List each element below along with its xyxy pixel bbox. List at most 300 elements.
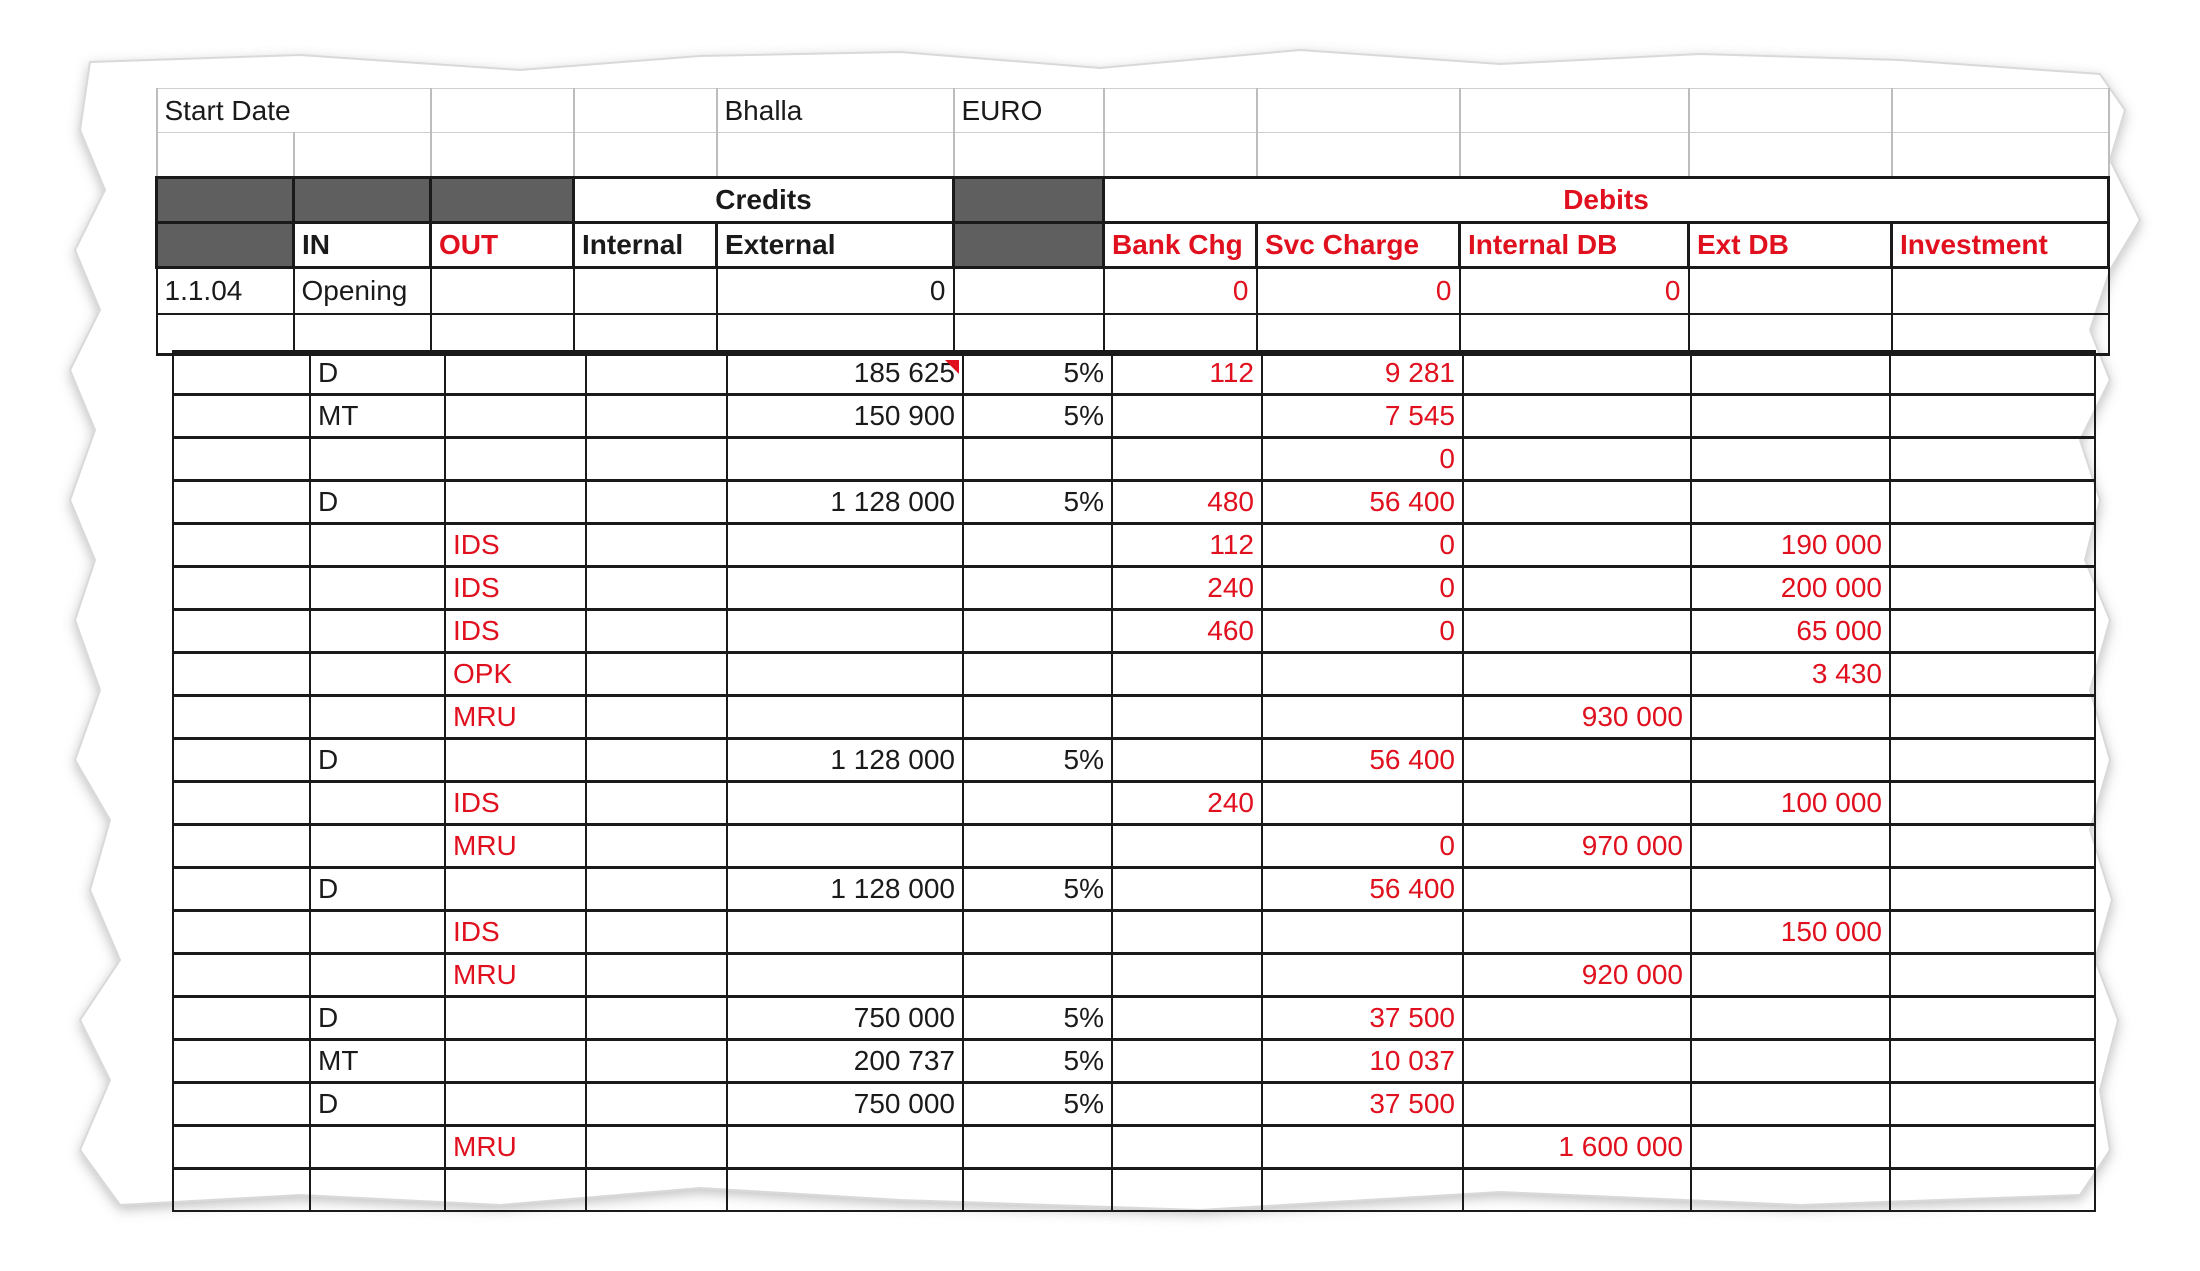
internal-db-cell[interactable]: 1 600 000 [1463, 1126, 1691, 1169]
empty-cell[interactable] [717, 314, 954, 355]
investment-cell[interactable] [1890, 438, 2095, 481]
empty-cell[interactable] [574, 268, 717, 315]
ext-db-cell[interactable] [1691, 481, 1890, 524]
ext-db-cell[interactable]: 3 430 [1691, 653, 1890, 696]
bank-chg-cell[interactable] [1112, 911, 1262, 954]
rate-cell[interactable]: 5% [963, 1040, 1112, 1083]
header-filler [954, 178, 1104, 223]
rate-cell[interactable] [963, 825, 1112, 868]
bank-chg-cell[interactable] [1112, 868, 1262, 911]
rate-cell[interactable]: 5% [963, 997, 1112, 1040]
empty-cell[interactable] [431, 268, 574, 315]
in-cell[interactable]: MT [310, 395, 445, 438]
external-cell[interactable]: 750 000 [727, 997, 963, 1040]
opening-date[interactable]: 1.1.04 [157, 268, 294, 315]
external-cell[interactable] [727, 653, 963, 696]
in-cell[interactable] [310, 911, 445, 954]
ledger-header-table [155, 88, 2110, 356]
out-cell[interactable] [445, 481, 586, 524]
col-header-in: IN [294, 223, 431, 268]
out-cell[interactable] [445, 1040, 586, 1083]
ledger-body-table [172, 350, 2096, 1212]
svc-charge-cell[interactable]: 0 [1262, 825, 1463, 868]
in-cell[interactable]: MT [310, 1040, 445, 1083]
empty-cell[interactable] [1892, 268, 2109, 315]
header-filler [157, 223, 294, 268]
empty-cell[interactable] [1112, 1169, 1262, 1212]
info-cell[interactable] [1460, 89, 1689, 133]
svc-charge-cell[interactable]: 0 [1262, 524, 1463, 567]
opening-bank-chg[interactable]: 0 [1104, 268, 1257, 315]
out-cell[interactable]: IDS [445, 567, 586, 610]
empty-cell[interactable] [954, 133, 1104, 178]
col-header-internal-db: Internal DB [1460, 223, 1689, 268]
bank-chg-cell[interactable]: 112 [1112, 524, 1262, 567]
table-row [173, 868, 2095, 911]
table-row [173, 524, 2095, 567]
internal-cell[interactable] [586, 1040, 727, 1083]
internal-db-cell[interactable] [1463, 653, 1691, 696]
blank-cell[interactable] [173, 868, 310, 911]
ext-db-cell[interactable] [1691, 1083, 1890, 1126]
blank-cell[interactable] [173, 1126, 310, 1169]
svc-charge-cell[interactable]: 0 [1262, 567, 1463, 610]
in-cell[interactable]: D [310, 997, 445, 1040]
empty-cell[interactable] [173, 1169, 310, 1212]
out-cell[interactable]: IDS [445, 782, 586, 825]
ext-db-cell[interactable] [1691, 1126, 1890, 1169]
in-cell[interactable]: D [310, 739, 445, 782]
blank-cell[interactable] [173, 395, 310, 438]
empty-cell[interactable] [1689, 268, 1892, 315]
empty-cell[interactable] [157, 314, 294, 355]
external-cell[interactable]: 1 128 000 [727, 739, 963, 782]
name-cell[interactable]: Bhalla [717, 89, 954, 133]
blank-cell[interactable] [173, 524, 310, 567]
empty-cell[interactable] [1460, 314, 1689, 355]
in-cell[interactable]: D [310, 868, 445, 911]
empty-cell[interactable] [1689, 314, 1892, 355]
bank-chg-cell[interactable] [1112, 438, 1262, 481]
empty-cell[interactable] [727, 1169, 963, 1212]
internal-cell[interactable] [586, 567, 727, 610]
rate-cell[interactable] [963, 438, 1112, 481]
internal-db-cell[interactable] [1463, 438, 1691, 481]
empty-cell[interactable] [1104, 133, 1257, 178]
rate-cell[interactable] [963, 610, 1112, 653]
internal-cell[interactable] [586, 825, 727, 868]
table-row [173, 782, 2095, 825]
bank-chg-cell[interactable] [1112, 653, 1262, 696]
out-cell[interactable]: IDS [445, 610, 586, 653]
bank-chg-cell[interactable]: 112 [1112, 352, 1262, 395]
empty-cell[interactable] [431, 133, 574, 178]
rate-cell[interactable]: 5% [963, 868, 1112, 911]
external-cell[interactable] [727, 696, 963, 739]
investment-cell[interactable] [1890, 997, 2095, 1040]
internal-db-cell[interactable] [1463, 782, 1691, 825]
ext-db-cell[interactable] [1691, 438, 1890, 481]
col-header-internal: Internal [574, 223, 717, 268]
internal-db-cell[interactable] [1463, 1083, 1691, 1126]
investment-cell[interactable] [1890, 395, 2095, 438]
header-filler [157, 178, 294, 223]
investment-cell[interactable] [1890, 352, 2095, 395]
empty-cell[interactable] [586, 1169, 727, 1212]
col-header-svc-charge: Svc Charge [1257, 223, 1460, 268]
svc-charge-cell[interactable] [1262, 954, 1463, 997]
ext-db-cell[interactable] [1691, 825, 1890, 868]
out-cell[interactable] [445, 997, 586, 1040]
column-header-row [157, 223, 2109, 268]
internal-db-cell[interactable] [1463, 739, 1691, 782]
external-cell[interactable] [727, 524, 963, 567]
empty-cell[interactable] [1892, 133, 2109, 178]
ext-db-cell[interactable] [1691, 997, 1890, 1040]
out-cell[interactable]: MRU [445, 825, 586, 868]
empty-cell[interactable] [1691, 1169, 1890, 1212]
info-cell[interactable] [1257, 89, 1460, 133]
debits-group-header: Debits [1104, 178, 2109, 223]
opening-svc-charge[interactable]: 0 [1257, 268, 1460, 315]
external-cell[interactable]: 200 737 [727, 1040, 963, 1083]
currency-cell[interactable]: EURO [954, 89, 1104, 133]
rate-cell[interactable] [963, 782, 1112, 825]
internal-db-cell[interactable] [1463, 524, 1691, 567]
ext-db-cell[interactable] [1691, 1040, 1890, 1083]
investment-cell[interactable] [1890, 653, 2095, 696]
empty-cell[interactable] [1257, 133, 1460, 178]
empty-cell[interactable] [1463, 1169, 1691, 1212]
blank-cell[interactable] [173, 997, 310, 1040]
in-cell[interactable] [310, 696, 445, 739]
out-cell[interactable]: MRU [445, 696, 586, 739]
empty-cell[interactable] [1460, 133, 1689, 178]
rate-cell[interactable] [963, 567, 1112, 610]
table-row [173, 954, 2095, 997]
bank-chg-cell[interactable] [1112, 395, 1262, 438]
internal-db-cell[interactable] [1463, 610, 1691, 653]
out-cell[interactable]: MRU [445, 954, 586, 997]
svc-charge-cell[interactable] [1262, 696, 1463, 739]
internal-cell[interactable] [586, 954, 727, 997]
blank-cell[interactable] [173, 352, 310, 395]
blank-cell[interactable] [173, 567, 310, 610]
svc-charge-cell[interactable]: 37 500 [1262, 1083, 1463, 1126]
blank-cell[interactable] [173, 1040, 310, 1083]
blank-cell[interactable] [173, 825, 310, 868]
internal-cell[interactable] [586, 610, 727, 653]
rate-cell[interactable]: 5% [963, 1083, 1112, 1126]
internal-cell[interactable] [586, 997, 727, 1040]
info-cell[interactable] [1104, 89, 1257, 133]
bank-chg-cell[interactable]: 480 [1112, 481, 1262, 524]
in-cell[interactable]: D [310, 481, 445, 524]
ext-db-cell[interactable]: 190 000 [1691, 524, 1890, 567]
investment-cell[interactable] [1890, 1126, 2095, 1169]
blank-cell[interactable] [173, 954, 310, 997]
external-cell[interactable] [727, 567, 963, 610]
rate-cell[interactable]: 5% [963, 481, 1112, 524]
out-cell[interactable] [445, 438, 586, 481]
svc-charge-cell[interactable] [1262, 911, 1463, 954]
bank-chg-cell[interactable] [1112, 997, 1262, 1040]
opening-label[interactable]: Opening [294, 268, 431, 315]
ext-db-cell[interactable]: 200 000 [1691, 567, 1890, 610]
out-cell[interactable] [445, 352, 586, 395]
internal-cell[interactable] [586, 438, 727, 481]
blank-cell[interactable] [173, 1083, 310, 1126]
in-cell[interactable] [310, 825, 445, 868]
rate-cell[interactable] [963, 696, 1112, 739]
external-cell[interactable]: 1 128 000 [727, 481, 963, 524]
blank-cell[interactable] [173, 481, 310, 524]
empty-cell[interactable] [310, 1169, 445, 1212]
info-cell[interactable] [574, 89, 717, 133]
credits-group-header: Credits [574, 178, 954, 223]
out-cell[interactable]: MRU [445, 1126, 586, 1169]
opening-internal-db[interactable]: 0 [1460, 268, 1689, 315]
internal-cell[interactable] [586, 481, 727, 524]
internal-cell[interactable] [586, 524, 727, 567]
svc-charge-cell[interactable]: 0 [1262, 610, 1463, 653]
bank-chg-cell[interactable] [1112, 1083, 1262, 1126]
investment-cell[interactable] [1890, 1083, 2095, 1126]
external-cell[interactable]: 1 128 000 [727, 868, 963, 911]
external-cell[interactable] [727, 782, 963, 825]
table-row [173, 438, 2095, 481]
out-cell[interactable] [445, 395, 586, 438]
bank-chg-cell[interactable] [1112, 954, 1262, 997]
investment-cell[interactable] [1890, 782, 2095, 825]
empty-cell[interactable] [1257, 314, 1460, 355]
rate-cell[interactable] [963, 954, 1112, 997]
internal-cell[interactable] [586, 1126, 727, 1169]
header-filler [954, 223, 1104, 268]
external-cell[interactable]: 750 000 [727, 1083, 963, 1126]
in-cell[interactable] [310, 567, 445, 610]
in-cell[interactable] [310, 610, 445, 653]
svc-charge-cell[interactable] [1262, 653, 1463, 696]
ext-db-cell[interactable] [1691, 696, 1890, 739]
investment-cell[interactable] [1890, 481, 2095, 524]
empty-cell[interactable] [1689, 133, 1892, 178]
investment-cell[interactable] [1890, 868, 2095, 911]
table-row [173, 1169, 2095, 1212]
opening-row [157, 268, 2109, 315]
in-cell[interactable] [310, 954, 445, 997]
header-filler [294, 178, 431, 223]
blank-cell[interactable] [173, 438, 310, 481]
table-row [173, 395, 2095, 438]
empty-cell[interactable] [574, 133, 717, 178]
internal-db-cell[interactable] [1463, 868, 1691, 911]
investment-cell[interactable] [1890, 825, 2095, 868]
internal-cell[interactable] [586, 739, 727, 782]
svc-charge-cell[interactable]: 37 500 [1262, 997, 1463, 1040]
table-row [173, 481, 2095, 524]
blank-row [157, 314, 2109, 355]
bank-chg-cell[interactable] [1112, 696, 1262, 739]
internal-db-cell[interactable] [1463, 481, 1691, 524]
internal-db-cell[interactable]: 930 000 [1463, 696, 1691, 739]
empty-cell[interactable] [954, 314, 1104, 355]
external-cell[interactable]: 185 625 [727, 352, 963, 395]
ext-db-cell[interactable] [1691, 954, 1890, 997]
empty-cell[interactable] [294, 314, 431, 355]
rate-cell[interactable] [963, 653, 1112, 696]
in-cell[interactable] [310, 782, 445, 825]
bank-chg-cell[interactable]: 240 [1112, 567, 1262, 610]
out-cell[interactable] [445, 1083, 586, 1126]
ext-db-cell[interactable] [1691, 739, 1890, 782]
spacer-row [157, 133, 2109, 178]
out-cell[interactable] [445, 868, 586, 911]
internal-cell[interactable] [586, 653, 727, 696]
external-cell[interactable] [727, 1126, 963, 1169]
empty-cell[interactable] [431, 314, 574, 355]
external-cell[interactable] [727, 954, 963, 997]
col-header-bank-chg: Bank Chg [1104, 223, 1257, 268]
internal-db-cell[interactable] [1463, 997, 1691, 1040]
external-cell[interactable] [727, 911, 963, 954]
external-cell[interactable] [727, 825, 963, 868]
empty-cell[interactable] [1890, 1169, 2095, 1212]
empty-cell[interactable] [445, 1169, 586, 1212]
in-cell[interactable] [310, 438, 445, 481]
table-row [173, 1126, 2095, 1169]
empty-cell[interactable] [954, 268, 1104, 315]
internal-db-cell[interactable] [1463, 395, 1691, 438]
start-date-label[interactable]: Start Date [157, 89, 431, 133]
ext-db-cell[interactable] [1691, 395, 1890, 438]
svc-charge-cell[interactable]: 0 [1262, 438, 1463, 481]
rate-cell[interactable]: 5% [963, 352, 1112, 395]
investment-cell[interactable] [1890, 1040, 2095, 1083]
internal-cell[interactable] [586, 696, 727, 739]
internal-db-cell[interactable] [1463, 1040, 1691, 1083]
table-row [173, 739, 2095, 782]
empty-cell[interactable] [294, 133, 431, 178]
internal-cell[interactable] [586, 782, 727, 825]
header-filler [431, 178, 574, 223]
bank-chg-cell[interactable] [1112, 1040, 1262, 1083]
ext-db-cell[interactable] [1691, 352, 1890, 395]
out-cell[interactable]: IDS [445, 911, 586, 954]
internal-db-cell[interactable] [1463, 567, 1691, 610]
opening-external[interactable]: 0 [717, 268, 954, 315]
internal-cell[interactable] [586, 1083, 727, 1126]
blank-cell[interactable] [173, 653, 310, 696]
ext-db-cell[interactable] [1691, 868, 1890, 911]
internal-db-cell[interactable]: 970 000 [1463, 825, 1691, 868]
internal-db-cell[interactable]: 920 000 [1463, 954, 1691, 997]
investment-cell[interactable] [1890, 524, 2095, 567]
investment-cell[interactable] [1890, 954, 2095, 997]
external-cell[interactable]: 150 900 [727, 395, 963, 438]
svc-charge-cell[interactable] [1262, 1126, 1463, 1169]
blank-cell[interactable] [173, 782, 310, 825]
bank-chg-cell[interactable] [1112, 739, 1262, 782]
out-cell[interactable] [445, 739, 586, 782]
in-cell[interactable] [310, 1126, 445, 1169]
rate-cell[interactable] [963, 524, 1112, 567]
blank-cell[interactable] [173, 739, 310, 782]
svc-charge-cell[interactable]: 56 400 [1262, 868, 1463, 911]
col-header-ext-db: Ext DB [1689, 223, 1892, 268]
blank-cell[interactable] [173, 696, 310, 739]
investment-cell[interactable] [1890, 610, 2095, 653]
external-cell[interactable] [727, 610, 963, 653]
empty-cell[interactable] [1104, 314, 1257, 355]
internal-cell[interactable] [586, 395, 727, 438]
bank-chg-cell[interactable] [1112, 825, 1262, 868]
comment-indicator-icon[interactable] [945, 360, 959, 374]
empty-cell[interactable] [963, 1169, 1112, 1212]
empty-cell[interactable] [717, 133, 954, 178]
bank-chg-cell[interactable]: 240 [1112, 782, 1262, 825]
internal-cell[interactable] [586, 911, 727, 954]
svc-charge-cell[interactable]: 56 400 [1262, 739, 1463, 782]
svc-charge-cell[interactable]: 7 545 [1262, 395, 1463, 438]
empty-cell[interactable] [1262, 1169, 1463, 1212]
table-row [173, 696, 2095, 739]
out-cell[interactable]: IDS [445, 524, 586, 567]
empty-cell[interactable] [1892, 314, 2109, 355]
investment-cell[interactable] [1890, 696, 2095, 739]
ext-db-cell[interactable]: 150 000 [1691, 911, 1890, 954]
internal-cell[interactable] [586, 352, 727, 395]
bank-chg-cell[interactable]: 460 [1112, 610, 1262, 653]
rate-cell[interactable] [963, 1126, 1112, 1169]
blank-cell[interactable] [173, 911, 310, 954]
info-cell[interactable] [1689, 89, 1892, 133]
svc-charge-cell[interactable] [1262, 782, 1463, 825]
ext-db-cell[interactable]: 100 000 [1691, 782, 1890, 825]
out-cell[interactable]: OPK [445, 653, 586, 696]
empty-cell[interactable] [157, 133, 294, 178]
internal-cell[interactable] [586, 868, 727, 911]
blank-cell[interactable] [173, 610, 310, 653]
svc-charge-cell[interactable]: 56 400 [1262, 481, 1463, 524]
table-row [173, 610, 2095, 653]
group-header-row [157, 178, 2109, 223]
investment-cell[interactable] [1890, 739, 2095, 782]
external-cell[interactable] [727, 438, 963, 481]
rate-cell[interactable]: 5% [963, 395, 1112, 438]
in-cell[interactable] [310, 653, 445, 696]
investment-cell[interactable] [1890, 911, 2095, 954]
svc-charge-cell[interactable]: 10 037 [1262, 1040, 1463, 1083]
info-cell[interactable] [1892, 89, 2109, 133]
ext-db-cell[interactable]: 65 000 [1691, 610, 1890, 653]
investment-cell[interactable] [1890, 567, 2095, 610]
internal-db-cell[interactable] [1463, 352, 1691, 395]
in-cell[interactable]: D [310, 352, 445, 395]
rate-cell[interactable] [963, 911, 1112, 954]
col-header-investment: Investment [1892, 223, 2109, 268]
empty-cell[interactable] [574, 314, 717, 355]
start-date-cell[interactable] [431, 89, 574, 133]
in-cell[interactable]: D [310, 1083, 445, 1126]
table-row [173, 352, 2095, 395]
table-row [173, 997, 2095, 1040]
in-cell[interactable] [310, 524, 445, 567]
svc-charge-cell[interactable]: 9 281 [1262, 352, 1463, 395]
rate-cell[interactable]: 5% [963, 739, 1112, 782]
internal-db-cell[interactable] [1463, 911, 1691, 954]
bank-chg-cell[interactable] [1112, 1126, 1262, 1169]
